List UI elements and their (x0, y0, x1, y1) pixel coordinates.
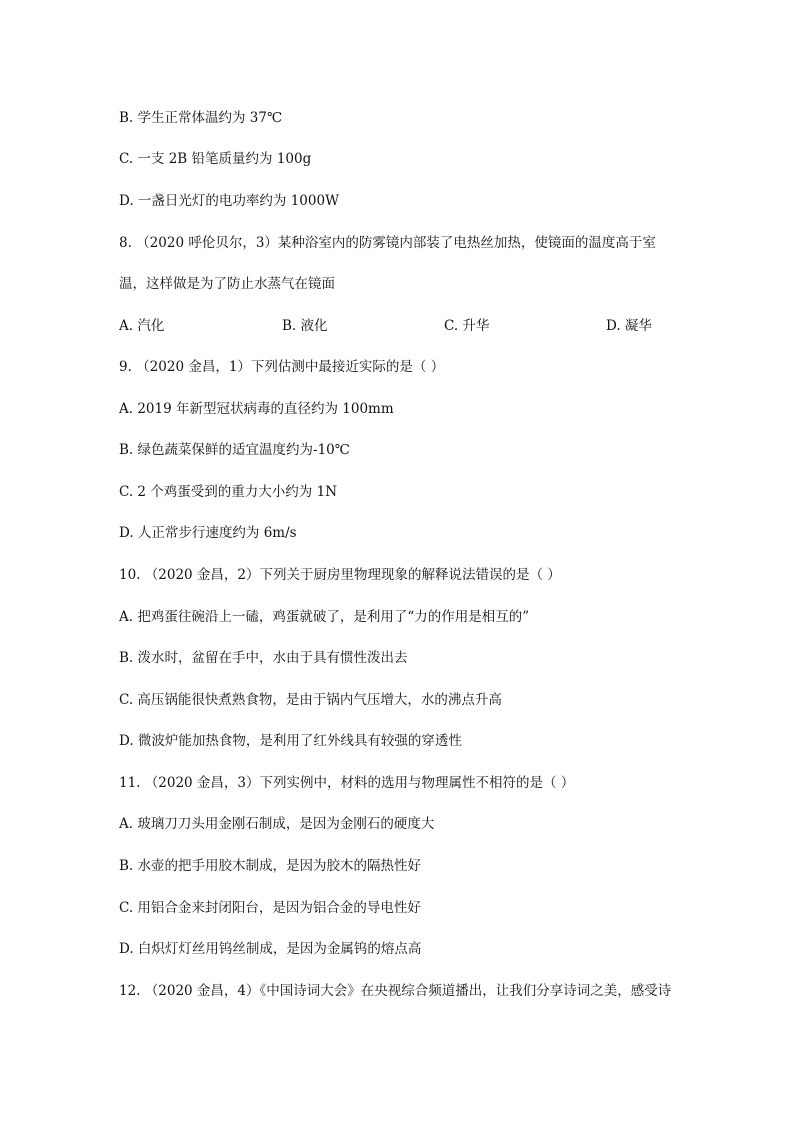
q7-option-c: C. 一支 2B 铅笔质量约为 100g (119, 151, 312, 167)
q10-option-b: B. 泼水时，盆留在手中，水由于具有惯性泼出去 (119, 650, 408, 666)
q9-option-c: C. 2 个鸡蛋受到的重力大小约为 1N (119, 484, 338, 500)
q11-option-d: D. 白炽灯灯丝用钨丝制成，是因为金属钨的熔点高 (119, 941, 422, 957)
q11-option-b: B. 水壶的把手用胶木制成，是因为胶木的隔热性好 (119, 858, 422, 874)
q7-option-d: D. 一盏日光灯的电功率约为 1000W (119, 193, 339, 209)
q8-stem-line1: 8. （2020 呼伦贝尔，3）某种浴室内的防雾镜内部装了电热丝加热，使镜面的温度高于室 (119, 235, 656, 251)
q8-option-d: D. 凝华 (606, 318, 652, 334)
q12-stem: 12. （2020 金昌，4）《中国诗词大会》在央视综合频道播出，让我们分享诗词之美，感受诗 (119, 983, 672, 999)
q8-option-a: A. 汽化 (119, 318, 165, 334)
q8-stem-line2: 温，这样做是为了防止水蒸气在镜面 (119, 276, 335, 292)
q9-stem: 9. （2020 金昌，1）下列估测中最接近实际的是（ ） (119, 359, 445, 375)
q9-option-a: A. 2019 年新型冠状病毒的直径约为 100mm (119, 401, 394, 417)
q9-option-b: B. 绿色蔬菜保鲜的适宜温度约为-10℃ (119, 442, 350, 458)
q8-option-b: B. 液化 (282, 318, 328, 334)
q8-options (119, 317, 679, 335)
q10-option-a: A. 把鸡蛋往碗沿上一磕，鸡蛋就破了，是利用了“力的作用是相互的” (119, 609, 530, 625)
q9-option-d: D. 人正常步行速度约为 6m/s (119, 525, 297, 541)
q11-option-c: C. 用铝合金来封闭阳台，是因为铝合金的导电性好 (119, 900, 421, 916)
q10-option-c: C. 高压锅能很快煮熟食物，是由于锅内气压增大，水的沸点升高 (119, 692, 502, 708)
q8-option-c: C. 升华 (444, 318, 490, 334)
q7-option-b: B. 学生正常体温约为 37℃ (119, 110, 283, 126)
q10-option-d: D. 微波炉能加热食物，是利用了红外线具有较强的穿透性 (119, 733, 462, 749)
q10-stem: 10. （2020 金昌，2）下列关于厨房里物理现象的解释说法错误的是（ ） (119, 567, 561, 583)
q11-stem: 11. （2020 金昌，3）下列实例中，材料的选用与物理属性不相符的是（ ） (119, 775, 575, 791)
q11-option-a: A. 玻璃刀刀头用金刚石制成，是因为金刚石的硬度大 (119, 816, 435, 832)
